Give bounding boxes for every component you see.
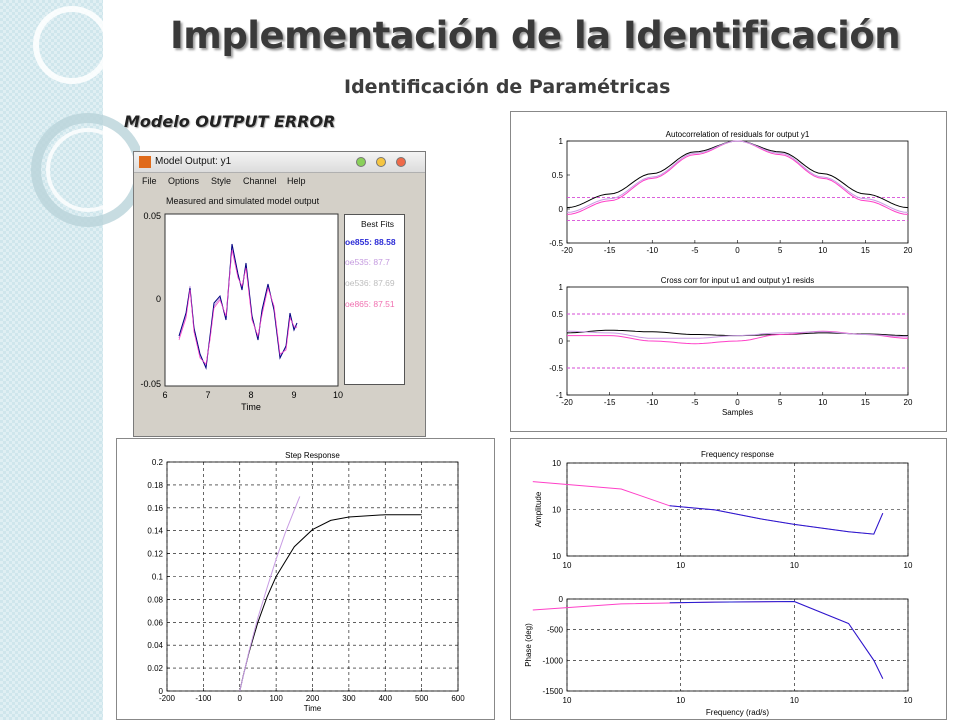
ytick-label: -0.5: [549, 239, 563, 248]
chart-title: Cross corr for input u1 and output y1 resids: [660, 276, 815, 285]
xtick-label: 7: [205, 390, 211, 400]
xtick-label: 9: [291, 390, 297, 400]
menu-channel[interactable]: Channel: [243, 176, 277, 186]
phase-axis-label: Phase (deg): [524, 623, 533, 667]
xtick-label: 15: [860, 246, 870, 255]
ytick-label: 1: [558, 137, 563, 146]
xtick-label: 15: [860, 398, 870, 407]
window-titlebar[interactable]: [134, 152, 425, 173]
best-fit-item[interactable]: oe536: 87.69: [345, 278, 395, 288]
xtick-label: 400: [378, 694, 392, 703]
xtick-label: 10: [332, 390, 344, 400]
xtick-label: 10: [676, 696, 686, 705]
minimize-button[interactable]: [376, 157, 386, 167]
xtick-label: -10: [646, 246, 659, 255]
slide-subtitle: Identificación de Paramétricas: [344, 76, 671, 98]
ytick-label: 10: [552, 505, 561, 515]
model-label: Modelo OUTPUT ERROR: [124, 112, 336, 131]
best-fits-title: Best Fits: [361, 219, 395, 229]
x-axis-label: Frequency (rad/s): [705, 708, 770, 717]
matlab-icon: [139, 156, 151, 168]
ytick-label: 0.5: [551, 310, 563, 319]
model-output-window: [133, 151, 426, 437]
ytick-label: -0.05: [140, 379, 161, 389]
ytick-label: 0.5: [551, 171, 563, 180]
ytick-label: -1500: [542, 687, 563, 696]
xtick-label: -15: [603, 246, 616, 255]
menu-help[interactable]: Help: [287, 176, 306, 186]
xtick-label: 5: [777, 398, 783, 407]
cross-correlation-chart: [511, 262, 946, 432]
xtick-label: -15: [603, 398, 616, 407]
frequency-response-chart: [511, 439, 946, 719]
ytick-label: 0.1: [151, 572, 163, 582]
menu-style[interactable]: Style: [211, 176, 232, 186]
xtick-label: 10: [818, 246, 828, 255]
best-fits-panel: [344, 214, 405, 385]
ytick-label: 0: [558, 205, 563, 214]
menu-options[interactable]: Options: [168, 176, 200, 186]
ytick-label: 0.14: [147, 526, 163, 536]
ytick-label: 0.04: [147, 641, 163, 651]
xtick-label: -20: [561, 398, 573, 407]
ytick-label: -1000: [542, 656, 563, 666]
ytick-label: 0.16: [147, 503, 163, 513]
x-axis-label: Time: [303, 704, 322, 713]
best-fit-item[interactable]: oe855: 88.58: [345, 237, 396, 247]
amplitude-axis-label: Amplitude: [534, 491, 543, 528]
xtick-label: 10: [818, 398, 828, 407]
chart-title: Step Response: [285, 451, 340, 460]
xtick-label: 20: [903, 246, 913, 255]
xtick-label: 10: [789, 561, 799, 570]
xtick-label: 500: [414, 694, 429, 703]
xtick-label: -200: [158, 694, 176, 703]
xtick-label: 10: [903, 561, 913, 570]
xtick-label: 10: [676, 561, 686, 570]
ytick-label: 0: [158, 687, 163, 696]
xtick-label: 200: [305, 694, 320, 703]
ytick-label: 10: [552, 552, 561, 561]
xtick-label: 10: [789, 696, 799, 705]
window-title: Model Output: y1: [155, 156, 232, 167]
xtick-label: 10: [562, 561, 572, 570]
xtick-label: 0: [735, 246, 740, 255]
menu-file[interactable]: File: [142, 176, 157, 186]
autocorrelation-chart: [511, 118, 946, 258]
plot-title: Measured and simulated model output: [166, 196, 320, 206]
xtick-label: -5: [691, 246, 699, 255]
ytick-label: 0.18: [147, 480, 163, 490]
ytick-label: 0.05: [143, 211, 161, 221]
ytick-label: -0.5: [549, 364, 563, 373]
xtick-label: -100: [195, 694, 212, 703]
xtick-label: 300: [342, 694, 356, 703]
chart-title: Autocorrelation of residuals for output y1: [665, 130, 810, 139]
close-button[interactable]: [396, 157, 406, 167]
best-fit-item[interactable]: oe535: 87.7: [345, 257, 390, 267]
maximize-button[interactable]: [356, 157, 366, 167]
ytick-label: 0.02: [147, 664, 163, 674]
ytick-label: 0.2: [151, 458, 163, 467]
x-axis-label: Samples: [721, 408, 754, 417]
xtick-label: 10: [562, 696, 572, 705]
xtick-label: 0: [735, 398, 740, 407]
slide-title: Implementación de la Identificación: [170, 14, 901, 57]
xtick-label: -5: [691, 398, 699, 407]
ytick-label: -1: [555, 391, 563, 400]
xtick-label: -10: [646, 398, 659, 407]
ytick-label: 1: [558, 283, 563, 292]
best-fit-item[interactable]: oe865: 87.51: [345, 299, 395, 309]
xtick-label: 6: [162, 390, 168, 400]
ytick-label: 10: [552, 459, 561, 468]
chart-title: Frequency response: [701, 450, 774, 459]
ytick-label: 0: [558, 595, 563, 604]
slide-decoration-circles: [0, 0, 140, 260]
x-axis-label: Time: [241, 402, 261, 412]
ytick-label: 0.06: [147, 618, 163, 628]
step-response-chart: [117, 439, 494, 719]
frequency-response-panel: [510, 438, 947, 720]
xtick-label: 0: [237, 694, 242, 703]
step-response-panel: [116, 438, 495, 720]
xtick-label: 100: [269, 694, 283, 703]
ytick-label: -500: [546, 625, 563, 635]
window-menu-bar: [134, 173, 425, 189]
xtick-label: -20: [561, 246, 573, 255]
xtick-label: 600: [451, 694, 465, 703]
ytick-label: 0: [558, 337, 563, 346]
ytick-label: 0.12: [147, 549, 163, 559]
xtick-label: 20: [903, 398, 913, 407]
ytick-label: 0.08: [147, 595, 163, 605]
xtick-label: 10: [903, 696, 913, 705]
phase-axes: [567, 599, 908, 691]
xtick-label: 5: [777, 246, 783, 255]
residual-analysis-panel: [510, 111, 947, 432]
ytick-label: 0: [155, 294, 161, 304]
xtick-label: 8: [248, 390, 254, 400]
